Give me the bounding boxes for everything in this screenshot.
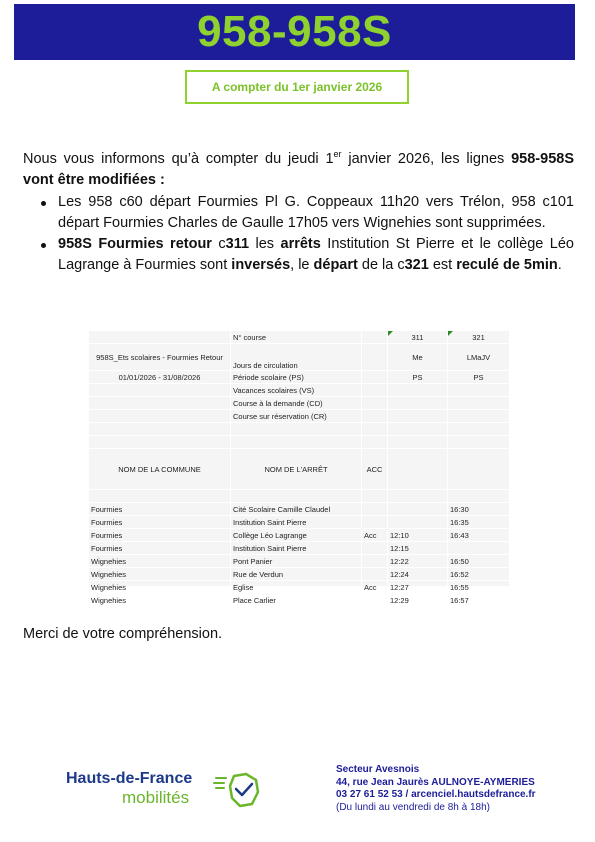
cell-commune: Fourmies: [89, 529, 231, 542]
cell-empty: [388, 436, 448, 449]
closing-text: Merci de votre compréhension.: [23, 626, 223, 642]
reservation-label: Course sur réservation (CR): [231, 410, 362, 423]
cell-commune: Fourmies: [89, 516, 231, 529]
school-period-label: Période scolaire (PS): [231, 371, 362, 384]
cell-empty: [448, 423, 510, 436]
contact-block: [336, 764, 536, 814]
cell-commune: Wignehies: [89, 555, 231, 568]
cell-t2: 16:30: [448, 503, 510, 516]
brand-logo: [66, 770, 266, 810]
change-item-1: [23, 192, 574, 234]
cell-empty: [362, 344, 388, 371]
cell-arret: Institution Saint Pierre: [231, 542, 362, 555]
cell-commune: Wignehies: [89, 594, 231, 607]
course-2: [448, 331, 510, 344]
cell-empty: [388, 410, 448, 423]
b2-p10: de la c: [357, 257, 405, 273]
b2-p7: inversés: [231, 257, 291, 273]
cell-empty: [89, 410, 231, 423]
cell-empty: [231, 490, 362, 503]
intro-text-2: janvier 2026, les lignes: [341, 150, 512, 167]
cell-t1: [388, 516, 448, 529]
cell-empty: [231, 423, 362, 436]
holidays-label: Vacances scolaires (VS): [231, 384, 362, 397]
intro-text-end: vont être modifiées :: [23, 171, 165, 188]
cell-t2: 16:43: [448, 529, 510, 542]
cell-t2: [448, 542, 510, 555]
b2-p12: est: [428, 257, 457, 273]
b2-p11: 321: [404, 257, 429, 273]
cell-t1: [388, 503, 448, 516]
change-item-1-text: Les 958 c60 départ Fourmies Pl G. Coppeaux 11h20 vers Trélon, 958 c101 départ Fourmies Charles de Gaulle 17h05 vers Wignehies sont supprimées.: [58, 194, 574, 231]
line-name: 958S_Ets scolaires - Fourmies Retour: [89, 344, 231, 371]
course-2-value: 321: [472, 332, 485, 342]
cell-empty: [89, 384, 231, 397]
cell-empty: [89, 423, 231, 436]
on-demand-label: Course à la demande (CD): [231, 397, 362, 410]
b2-p6: Institution St Pierre et le collège Léo Lagrange à Fourmies sont: [58, 236, 574, 273]
marker-icon: [448, 331, 453, 336]
bullet-icon: [41, 201, 46, 206]
cell-empty: [89, 490, 231, 503]
cell-empty: [89, 331, 231, 344]
b2-p13: reculé de 5min: [456, 257, 558, 273]
table-row: [89, 529, 510, 542]
cell-empty: [448, 490, 510, 503]
b2-p3: 311: [225, 236, 250, 252]
sector-name: Secteur Avesnois: [336, 764, 420, 775]
cell-empty: [388, 449, 448, 490]
france-map-icon: [212, 772, 264, 810]
cell-acc: [362, 503, 388, 516]
cell-empty: [388, 397, 448, 410]
table-row: [89, 594, 510, 607]
period-1: PS: [388, 371, 448, 384]
timetable: [88, 330, 509, 605]
b2-p1: 958S Fourmies retour: [58, 236, 212, 252]
cell-commune: Fourmies: [89, 503, 231, 516]
table-row: [89, 516, 510, 529]
change-list: [23, 192, 574, 276]
table-row: [89, 581, 510, 594]
cell-empty: [388, 490, 448, 503]
cell-acc: [362, 594, 388, 607]
cell-empty: [448, 397, 510, 410]
cell-empty: [362, 410, 388, 423]
cell-t1: 12:29: [388, 594, 448, 607]
cell-empty: [448, 436, 510, 449]
cell-acc: Acc: [362, 529, 388, 542]
course-number-label: N° course: [231, 331, 362, 344]
intro-sup: er: [333, 149, 342, 159]
intro-text-1: Nous vous informons qu’à compter du jeudi 1: [23, 150, 334, 167]
days-label: Jours de circulation: [231, 344, 362, 371]
opening-hours: (Du lundi au vendredi de 8h à 18h): [336, 801, 490, 813]
cell-arret: Rue de Verdun: [231, 568, 362, 581]
cell-empty: [362, 423, 388, 436]
cell-t1: 12:22: [388, 555, 448, 568]
cell-arret: Place Carlier: [231, 594, 362, 607]
cell-empty: [362, 331, 388, 344]
title-banner: [14, 4, 575, 60]
course-1: [388, 331, 448, 344]
cell-empty: [388, 423, 448, 436]
cell-empty: [231, 436, 362, 449]
table-row: [89, 568, 510, 581]
cell-t1: 12:27: [388, 581, 448, 594]
cell-acc: Acc: [362, 581, 388, 594]
effective-date-label: A compter du 1er janvier 2026: [211, 80, 383, 94]
cell-acc: [362, 568, 388, 581]
days-2: LMaJV: [448, 344, 510, 371]
cell-arret: Eglise: [231, 581, 362, 594]
b2-p5: arrêts: [280, 236, 321, 252]
cell-empty: [362, 371, 388, 384]
marker-icon: [388, 331, 393, 336]
b2-p14: .: [557, 257, 562, 273]
cell-commune: Wignehies: [89, 568, 231, 581]
course-1-value: 311: [411, 332, 424, 342]
cell-acc: [362, 516, 388, 529]
logo-line-2: mobilités: [122, 788, 190, 807]
cell-arret: Collège Léo Lagrange: [231, 529, 362, 542]
cell-t1: 12:24: [388, 568, 448, 581]
cell-t1: 12:15: [388, 542, 448, 555]
b2-p2: c: [211, 236, 226, 252]
table-row: [89, 542, 510, 555]
intro-paragraph: [23, 144, 574, 191]
cell-arret: Pont Panier: [231, 555, 362, 568]
header-acc: ACC: [362, 449, 388, 490]
cell-acc: [362, 555, 388, 568]
cell-arret: Cité Scolaire Camille Claudel: [231, 503, 362, 516]
b2-p4: les: [249, 236, 281, 252]
cell-empty: [448, 410, 510, 423]
days-1: Me: [388, 344, 448, 371]
cell-acc: [362, 542, 388, 555]
change-item-2: [23, 234, 574, 276]
bullet-icon: [41, 243, 46, 248]
cell-empty: [388, 384, 448, 397]
cell-empty: [362, 436, 388, 449]
cell-t2: 16:52: [448, 568, 510, 581]
cell-empty: [448, 384, 510, 397]
header-stop: NOM DE L'ARRÊT: [231, 449, 362, 490]
cell-t2: 16:35: [448, 516, 510, 529]
cell-empty: [362, 384, 388, 397]
cell-empty: [362, 490, 388, 503]
cell-t2: 16:55: [448, 581, 510, 594]
cell-arret: Institution Saint Pierre: [231, 516, 362, 529]
cell-empty: [362, 397, 388, 410]
timetable-grid: [88, 330, 510, 607]
effective-date-box: [185, 70, 409, 104]
validity-period: 01/01/2026 - 31/08/2026: [89, 371, 231, 384]
b2-p8: , le: [290, 257, 314, 273]
cell-t1: 12:10: [388, 529, 448, 542]
logo-line-1: Hauts-de-France: [66, 770, 193, 787]
address: 44, rue Jean Jaurès AULNOYE-AYMERIES: [336, 776, 535, 788]
table-row: [89, 503, 510, 516]
period-2: PS: [448, 371, 510, 384]
phone-website: 03 27 61 52 53 / arcenciel.hautsdefrance.fr: [336, 789, 536, 800]
intro-lines: 958-958S: [511, 150, 574, 167]
cell-commune: Fourmies: [89, 542, 231, 555]
cell-empty: [89, 397, 231, 410]
b2-p9: départ: [313, 257, 358, 273]
table-row: [89, 555, 510, 568]
cell-empty: [448, 449, 510, 490]
stop-rows: [89, 503, 510, 607]
header-commune: NOM DE LA COMMUNE: [89, 449, 231, 490]
page-title: 958-958S: [197, 7, 392, 56]
cell-commune: Wignehies: [89, 581, 231, 594]
cell-t2: 16:50: [448, 555, 510, 568]
cell-t2: 16:57: [448, 594, 510, 607]
cell-empty: [89, 436, 231, 449]
